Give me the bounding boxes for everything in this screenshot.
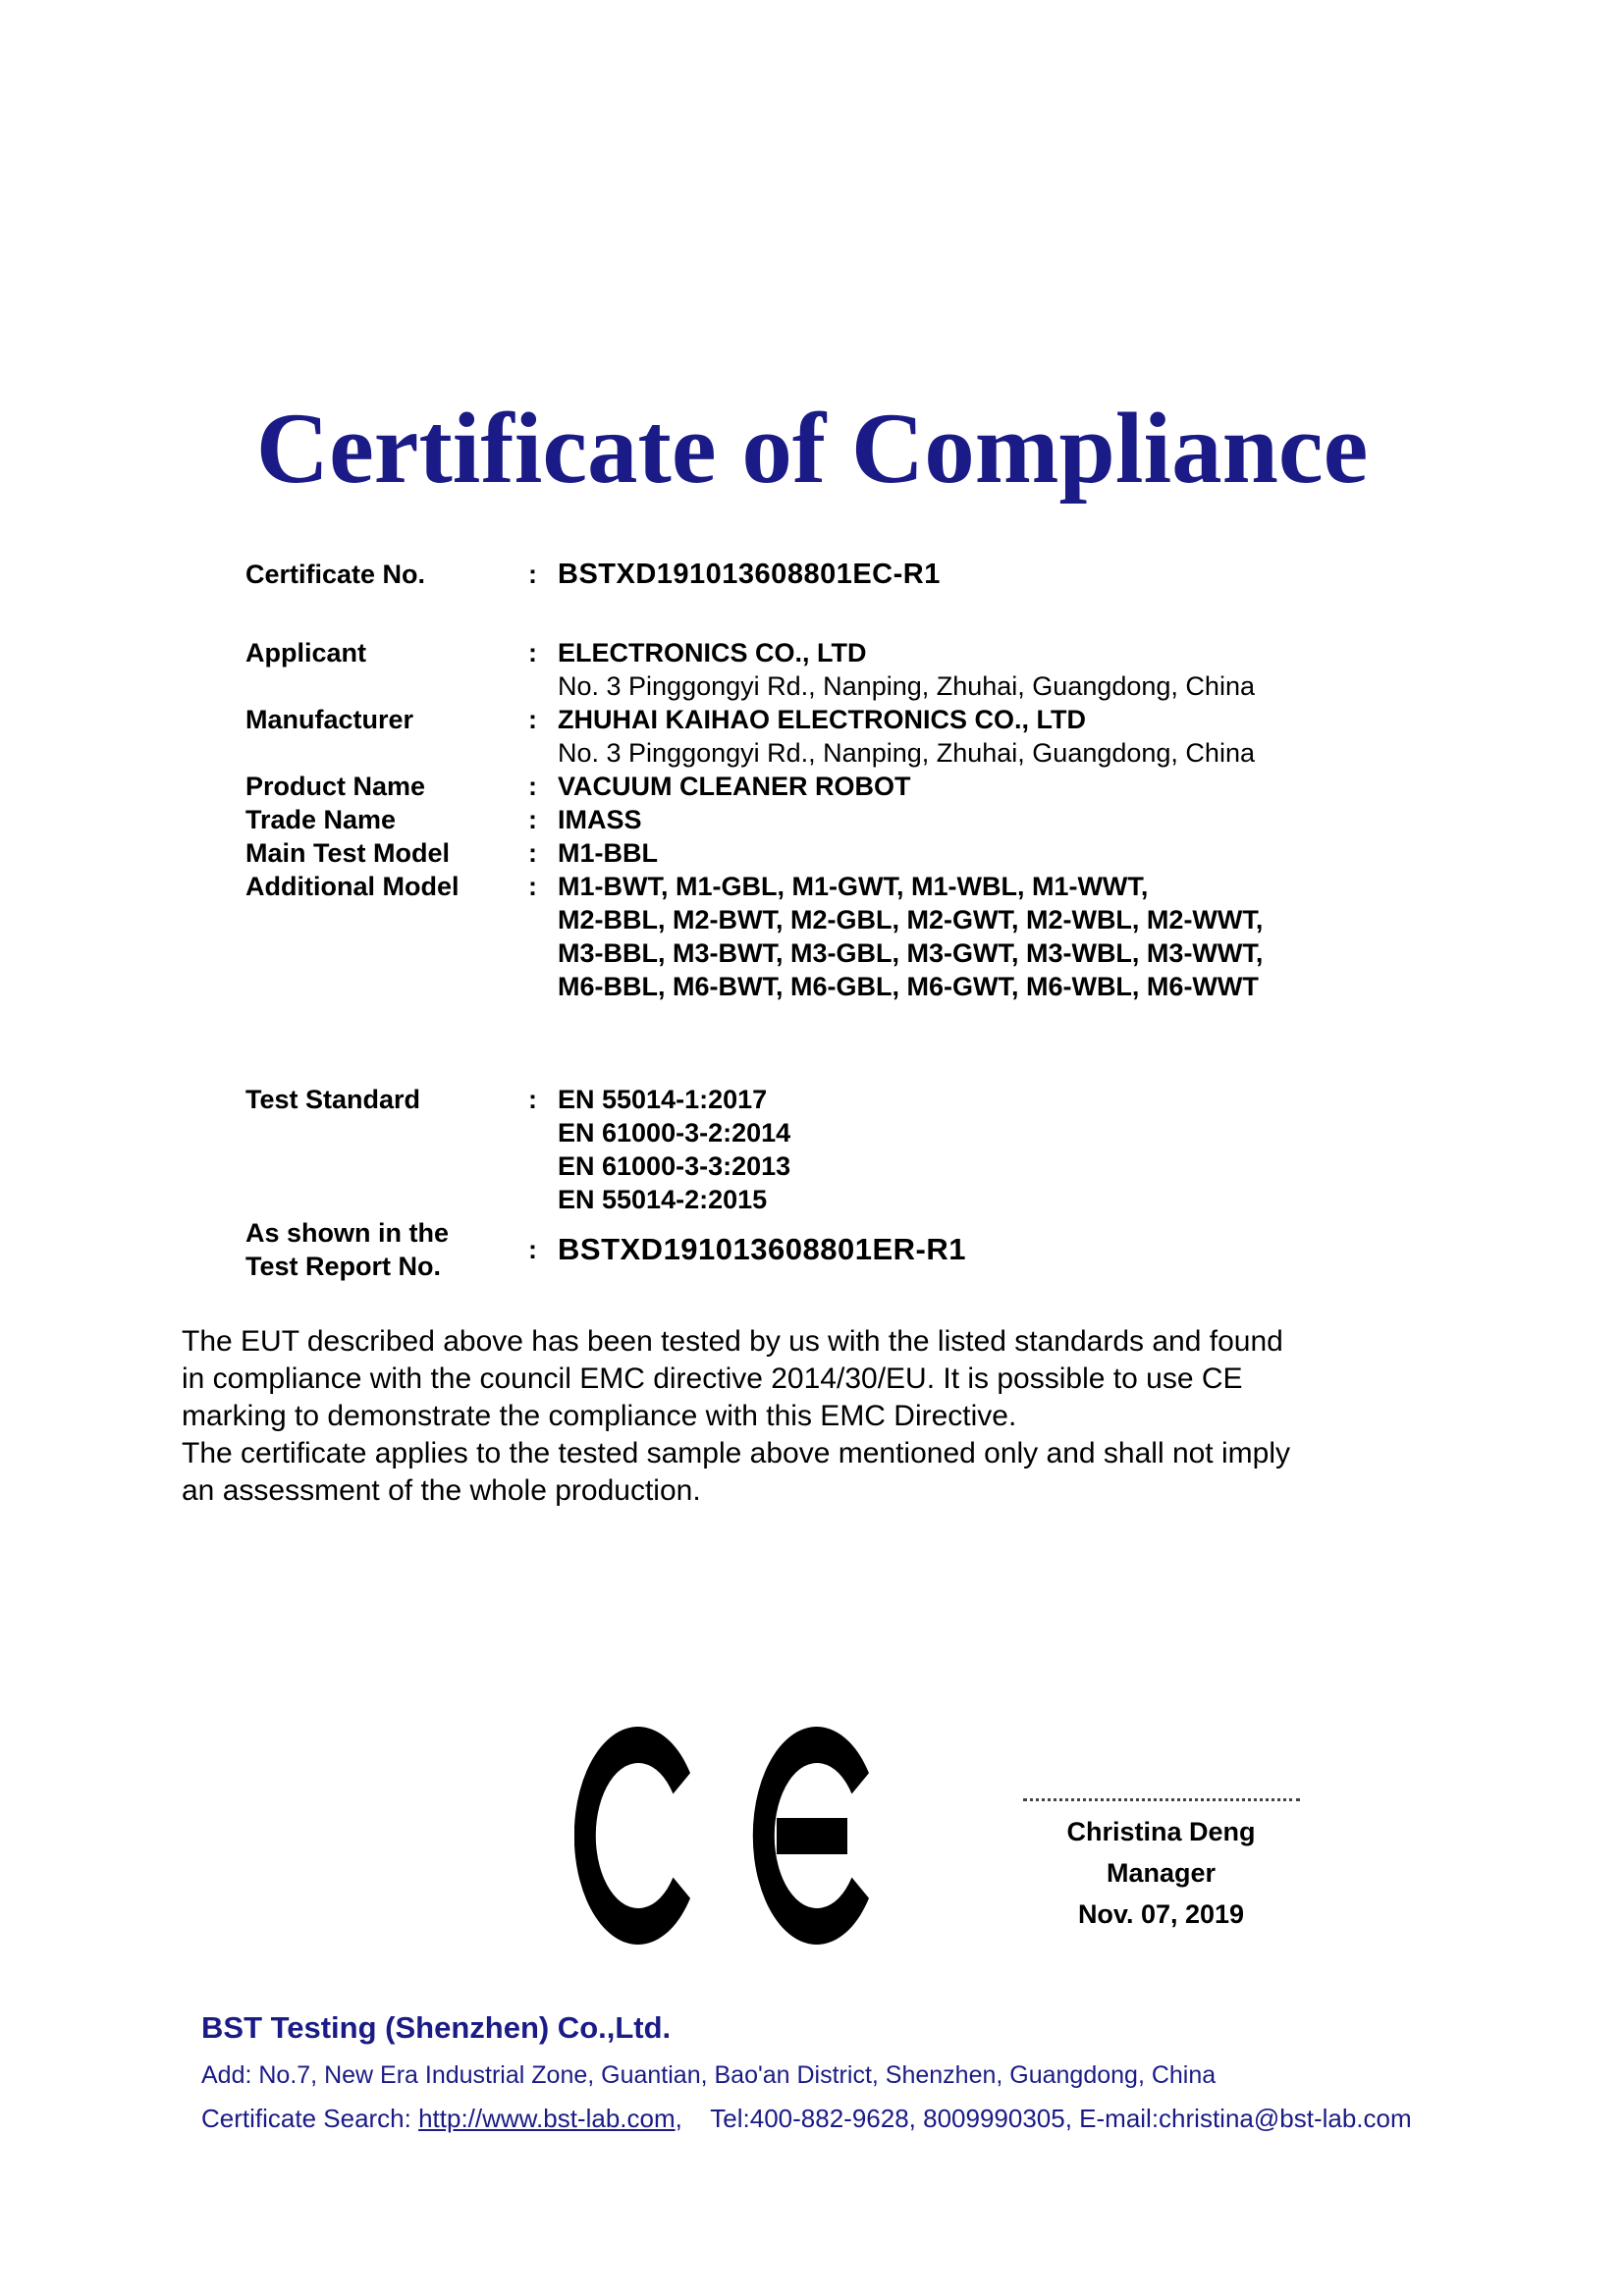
- signature-date: Nov. 07, 2019: [1077, 1899, 1245, 1929]
- standard-line: EN 61000-3-2:2014: [558, 1118, 791, 1148]
- issuer-company-name: BST Testing (Shenzhen) Co.,Ltd.: [201, 2010, 672, 2045]
- standard-line: EN 61000-3-3:2013: [558, 1151, 791, 1181]
- signature-dotted-line: [1023, 1798, 1300, 1801]
- declaration-line: marking to demonstrate the compliance with this EMC Directive.: [182, 1400, 1017, 1432]
- declaration-line: The certificate applies to the tested sample above mentioned only and shall not imply: [182, 1437, 1290, 1469]
- test-report-label-line1: As shown in the: [245, 1218, 450, 1248]
- signatory-name: Christina Deng: [1066, 1817, 1256, 1846]
- row-trade-name: [245, 803, 1404, 836]
- certificate-search-link[interactable]: http://www.bst-lab.com: [418, 2104, 676, 2133]
- declaration-line: The EUT described above has been tested by us with the listed standards and found: [182, 1325, 1283, 1358]
- applicant-label: Applicant: [245, 638, 367, 667]
- row-manufacturer: [245, 703, 1404, 770]
- signature-block: [997, 1798, 1326, 1935]
- issuer-footer: [201, 2010, 1507, 2134]
- trade-name-label: Trade Name: [245, 805, 397, 834]
- additional-model-value: [558, 870, 1404, 1003]
- row-main-test-model: [245, 836, 1404, 870]
- main-test-model-label: Main Test Model: [245, 838, 451, 868]
- test-report-no-value: BSTXD191013608801ER-R1: [558, 1232, 966, 1266]
- model-line: M3-BBL, M3-BWT, M3-GBL, M3-GWT, M3-WBL, M3-WWT,: [558, 938, 1264, 968]
- certificate-no-label: Certificate No.: [245, 560, 426, 589]
- issuer-address: Add: No.7, New Era Industrial Zone, Guantian, Bao'an District, Shenzhen, Guangdong, China: [201, 2061, 1217, 2089]
- declaration-line: an assessment of the whole production.: [182, 1474, 701, 1507]
- colon: :: [528, 1085, 537, 1114]
- colon: :: [528, 772, 537, 801]
- row-test-report-no: [245, 1216, 1404, 1283]
- test-standard-value: [558, 1083, 1404, 1216]
- additional-model-label: Additional Model: [245, 872, 460, 901]
- certificate-no-value: BSTXD191013608801EC-R1: [558, 559, 941, 590]
- model-line: M6-BBL, M6-BWT, M6-GBL, M6-GWT, M6-WBL, M6-WWT: [558, 972, 1259, 1001]
- row-applicant: [245, 636, 1404, 703]
- test-report-no-label: [245, 1216, 528, 1283]
- standard-line: EN 55014-1:2017: [558, 1085, 768, 1114]
- test-standard-label: Test Standard: [245, 1085, 421, 1114]
- row-test-standard: [245, 1083, 1404, 1216]
- standard-line: EN 55014-2:2015: [558, 1185, 768, 1214]
- model-line: M1-BWT, M1-GBL, M1-GWT, M1-WBL, M1-WWT,: [558, 872, 1149, 901]
- colon: :: [528, 705, 537, 734]
- certificate-search-label: Certificate Search:: [201, 2104, 419, 2133]
- manufacturer-address: No. 3 Pinggongyi Rd., Nanping, Zhuhai, Guangdong, China: [558, 738, 1255, 768]
- colon: :: [528, 838, 537, 868]
- manufacturer-name: ZHUHAI KAIHAO ELECTRONICS CO., LTD: [558, 705, 1086, 734]
- product-name-value: VACUUM CLEANER ROBOT: [558, 772, 911, 801]
- manufacturer-label: Manufacturer: [245, 705, 414, 734]
- product-name-label: Product Name: [245, 772, 426, 801]
- row-certificate-no: [245, 558, 1404, 591]
- declaration-line: in compliance with the council EMC directive 2014/30/EU. It is possible to use CE: [182, 1362, 1243, 1395]
- colon: :: [528, 805, 537, 834]
- certificate-search-line: [201, 2104, 1507, 2134]
- page-title: Certificate of Compliance: [255, 393, 1369, 505]
- test-report-label-line2: Test Report No.: [245, 1252, 442, 1281]
- certificate-info-block: [245, 558, 1404, 1283]
- trade-name-value: IMASS: [558, 805, 642, 834]
- declaration-paragraph: [182, 1323, 1453, 1510]
- manufacturer-value: [558, 703, 1404, 770]
- applicant-value: [558, 636, 1404, 703]
- applicant-name: ELECTRONICS CO., LTD: [558, 638, 867, 667]
- colon: :: [528, 872, 537, 901]
- colon: :: [528, 560, 537, 589]
- colon: :: [528, 1235, 537, 1264]
- colon: :: [528, 638, 537, 667]
- applicant-address: No. 3 Pinggongyi Rd., Nanping, Zhuhai, Guangdong, China: [558, 671, 1255, 701]
- model-line: M2-BBL, M2-BWT, M2-GBL, M2-GWT, M2-WBL, M2-WWT,: [558, 905, 1264, 934]
- main-test-model-value: M1-BBL: [558, 838, 658, 868]
- row-product-name: [245, 770, 1404, 803]
- ce-mark-icon: [574, 1726, 869, 1952]
- signatory-role: Manager: [1106, 1858, 1217, 1888]
- contact-details: , Tel:400-882-9628, 8009990305, E-mail:christina@bst-lab.com: [675, 2104, 1412, 2133]
- row-additional-model: [245, 870, 1404, 1003]
